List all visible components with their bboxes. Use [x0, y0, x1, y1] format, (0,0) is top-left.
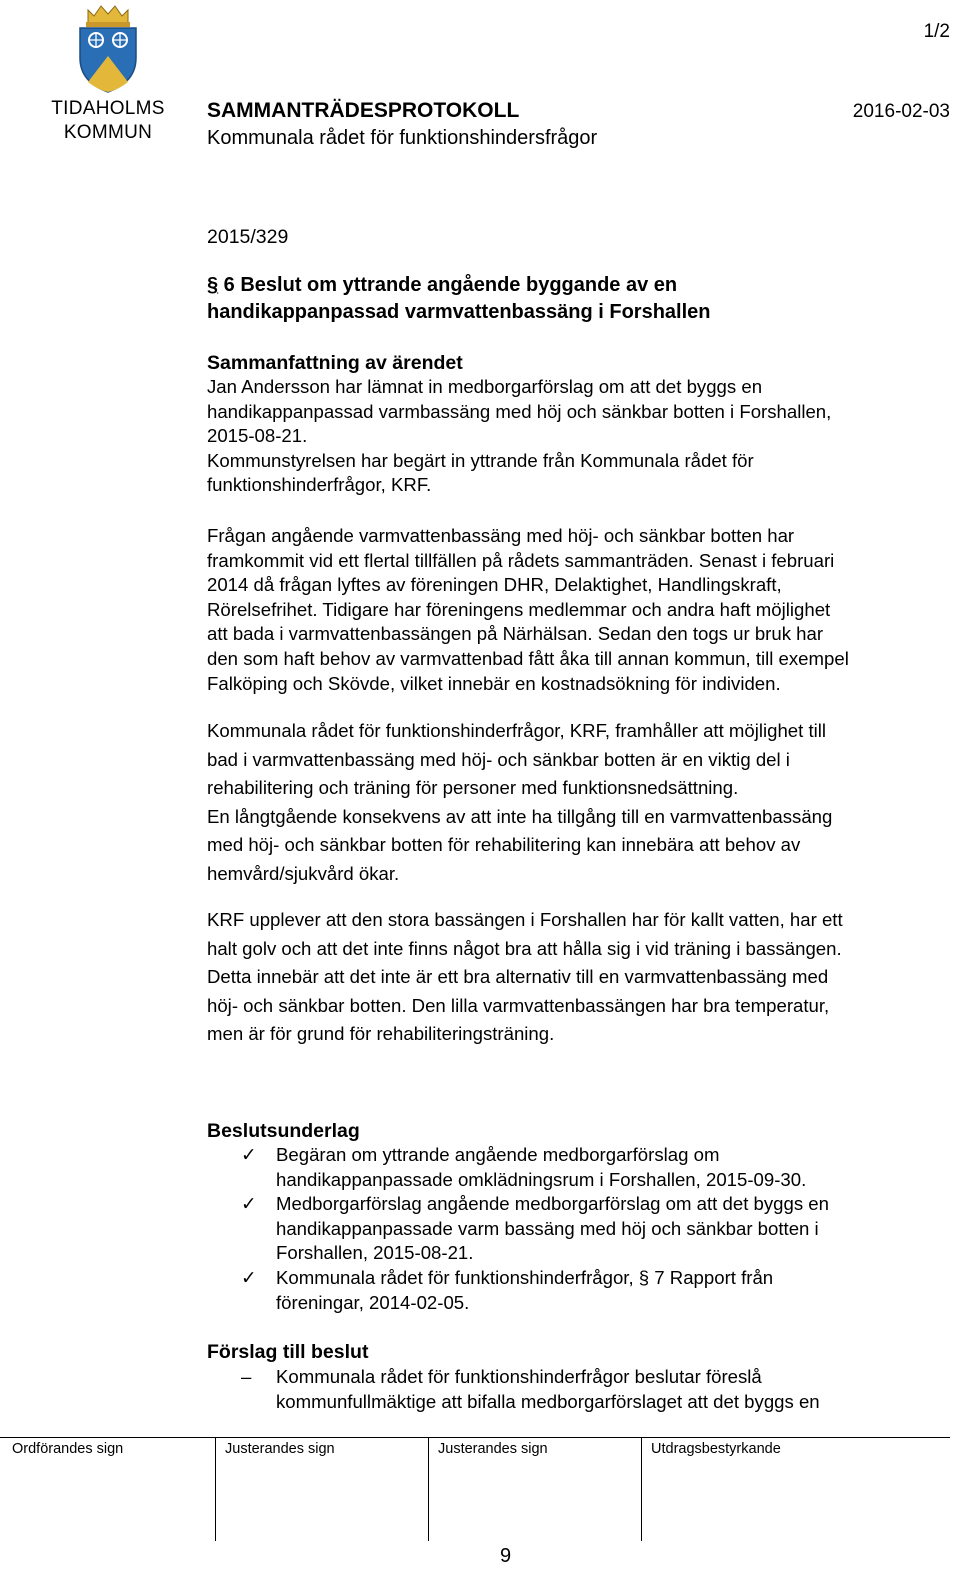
- text-line: Kommunala rådet för funktionshinderfrågor, § 7 Rapport från: [276, 1266, 774, 1288]
- text-line: men är för grund för rehabiliteringsträning.: [207, 1023, 555, 1044]
- summary-paragraph-4: [207, 906, 952, 1049]
- case-title-line2: handikappanpassad varmvattenbassäng i Forshallen: [207, 301, 711, 323]
- text-line: KRF upplever att den stora bassängen i Forshallen har för kallt vatten, har ett: [207, 909, 843, 930]
- summary-paragraph-1: [207, 375, 952, 498]
- case-title-line1: [207, 272, 677, 298]
- paragraph-symbol: §: [207, 274, 219, 296]
- text-line: Kommunstyrelsen har begärt in yttrande från Kommunala rådet för: [207, 449, 754, 471]
- list-item: [207, 1192, 952, 1266]
- check-icon: ✓: [241, 1144, 257, 1165]
- text-line: 2014 då frågan lyftes av föreningen DHR, Delaktighet, Handlingskraft,: [207, 574, 782, 596]
- text-line: Detta innebär att det inte är ett bra alternativ till en varmvattenbassäng med: [207, 966, 829, 987]
- text-line: kommunfullmäktige att bifalla medborgarförslaget att det byggs en: [276, 1390, 820, 1412]
- municipality-logo: [38, 2, 178, 150]
- text-line: handikappanpassade omklädningsrum i Forshallen, 2015-09-30.: [276, 1168, 807, 1190]
- text-line: den som haft behov av varmvattenbad fått åka till annan kommun, till exempel: [207, 647, 849, 669]
- footer-page-number: 9: [500, 1545, 512, 1567]
- list-item: [207, 1266, 952, 1315]
- text-line: Rörelsefrihet. Tidigare har föreningens medlemmar och andra haft möjlighet: [207, 598, 831, 620]
- text-line: handikappanpassade varm bassäng med höj och sänkbar botten i: [276, 1217, 819, 1239]
- summary-paragraph-2: [207, 524, 952, 696]
- basis-list: [207, 1143, 952, 1315]
- check-icon: ✓: [241, 1193, 257, 1215]
- text-line: med höj- och sänkbar botten för rehabilitering kan innebära att behov av: [207, 834, 801, 855]
- text-line: Kommunala rådet för funktionshinderfrågor, KRF, framhåller att möjlighet till: [207, 720, 827, 741]
- case-title-text: 6 Beslut om yttrande angående byggande av en: [218, 274, 678, 296]
- dash-icon: –: [241, 1366, 252, 1387]
- text-line: att bada i varmvattenbassängen på Närhälsan. Sedan den togs ur bruk har: [207, 623, 824, 645]
- basis-heading: Beslutsunderlag: [207, 1120, 360, 1142]
- proposal-list: [207, 1365, 952, 1414]
- text-line: framkommit vid ett flertal tillfällen på rådets sammanträden. Senast i februari: [207, 549, 835, 571]
- footer-adjuster-sign-1: Justerandes sign: [225, 1441, 335, 1457]
- footer-column-divider: [641, 1437, 642, 1541]
- coat-of-arms-icon: [74, 2, 142, 94]
- summary-heading: Sammanfattning av ärendet: [207, 352, 463, 374]
- summary-paragraph-3: [207, 717, 952, 888]
- text-line: Begäran om yttrande angående medborgarförslag om: [276, 1144, 720, 1165]
- text-line: föreningar, 2014-02-05.: [276, 1291, 470, 1313]
- text-line: bad i varmvattenbassäng med höj- och sänkbar botten är en viktig del i: [207, 748, 790, 770]
- document-title: SAMMANTRÄDESPROTOKOLL: [207, 99, 520, 122]
- text-line: handikappanpassad varmbassäng med höj och sänkbar botten i Forshallen,: [207, 400, 832, 422]
- case-number: 2015/329: [207, 226, 289, 248]
- check-icon: ✓: [241, 1266, 257, 1288]
- text-line: Forshallen, 2015-08-21.: [276, 1242, 474, 1264]
- text-line: höj- och sänkbar botten. Den lilla varmvattenbassängen har bra temperatur,: [207, 994, 830, 1016]
- document-date: 2016-02-03: [852, 101, 950, 122]
- text-line: En långtgående konsekvens av att inte ha tillgång till en varmvattenbassäng: [207, 805, 833, 827]
- text-line: 2015-08-21.: [207, 425, 308, 447]
- footer-divider: [0, 1437, 950, 1438]
- list-item: [207, 1143, 952, 1192]
- text-line: Medborgarförslag angående medborgarförslag om att det byggs en: [276, 1193, 829, 1215]
- text-line: Frågan angående varmvattenbassäng med höj- och sänkbar botten har: [207, 525, 795, 546]
- proposal-heading: Förslag till beslut: [207, 1341, 369, 1363]
- text-line: halt golv och att det inte finns något bra att hålla sig i vid träning i bassängen.: [207, 937, 842, 959]
- footer-column-divider: [428, 1437, 429, 1541]
- footer-chair-sign: Ordförandes sign: [12, 1441, 124, 1457]
- text-line: rehabilitering och träning för personer med funktionsnedsättning.: [207, 777, 739, 798]
- text-line: Kommunala rådet för funktionshinderfrågor beslutar föreslå: [276, 1366, 762, 1387]
- text-line: Jan Andersson har lämnat in medborgarförslag om att det byggs en: [207, 376, 763, 397]
- text-line: hemvård/sjukvård ökar.: [207, 862, 400, 884]
- footer-extract-certification: Utdragsbestyrkande: [651, 1441, 781, 1457]
- list-item: [207, 1365, 952, 1414]
- text-line: Falköping och Skövde, vilket innebär en kostnadsökning för individen.: [207, 672, 781, 694]
- document-subtitle: Kommunala rådet för funktionshindersfrågor: [207, 127, 598, 149]
- footer-adjuster-sign-2: Justerandes sign: [438, 1441, 548, 1457]
- logo-text-line2: KOMMUN: [63, 122, 153, 143]
- page-indicator: 1/2: [923, 21, 950, 42]
- footer-column-divider: [215, 1437, 216, 1541]
- logo-text-line1: TIDAHOLMS: [51, 98, 165, 119]
- text-line: funktionshinderfrågor, KRF.: [207, 474, 432, 496]
